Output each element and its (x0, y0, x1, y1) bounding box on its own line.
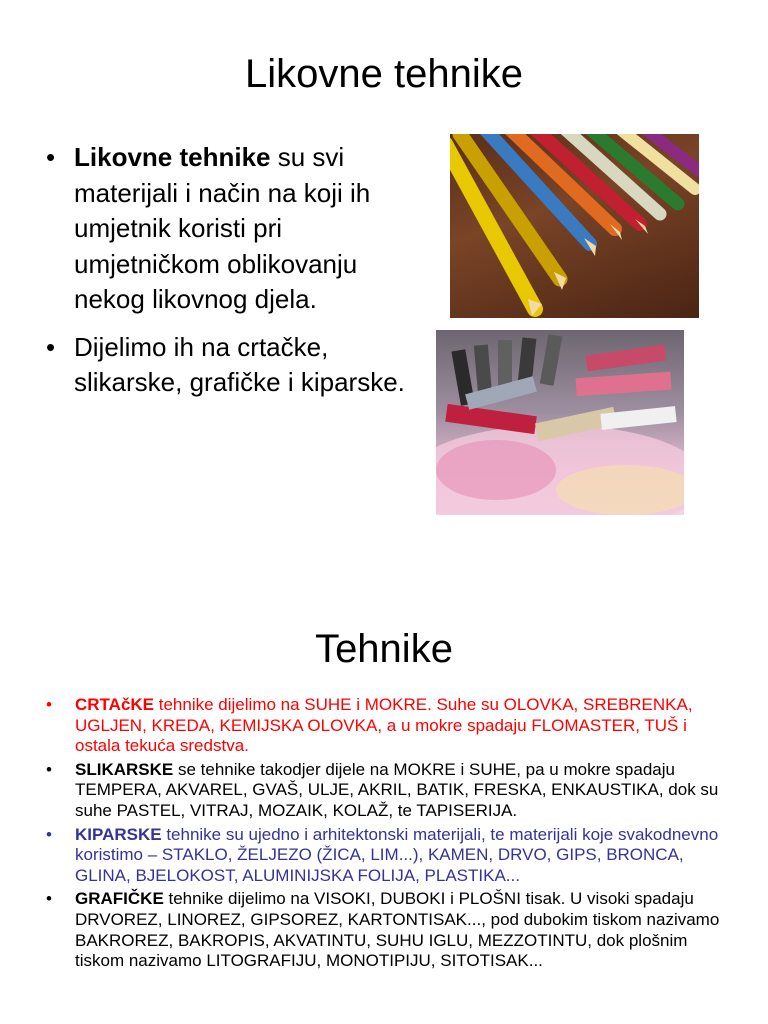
bullet-crtacke (44, 695, 734, 757)
bullet-slikarske-text: se tehnike takodjer dijele na MOKRE i SUHE, pa u mokre spadaju TEMPERA, AKVAREL, GVAŠ, ULJE, AKRIL, BATIK, FRESKA, ENKAUSTIKA, dok su suhe PASTEL, VITRAJ, MOZAIK, KOLAŽ, te TAPISERIJA. (75, 759, 719, 820)
bullet-kiparske (44, 825, 734, 887)
bullet-slikarske (44, 760, 734, 822)
slide-2-title: Tehnike (315, 627, 453, 671)
bullet-division (40, 330, 420, 401)
bullet-dot-icon: • (46, 759, 52, 779)
pastels-illustration (436, 330, 684, 515)
bullet-graficke (44, 889, 734, 971)
pastels-photo (436, 330, 684, 515)
bullet-crtacke-bold: CRTAčKE (75, 695, 155, 714)
bullet-definition (40, 140, 420, 318)
slide-1-title: Likovne tehnike (245, 52, 523, 96)
slide-1-bullet-list (40, 140, 420, 413)
bullet-dot-icon: • (46, 331, 56, 362)
colored-pencils-illustration (450, 134, 699, 318)
bullet-kiparske-bold: KIPARSKE (75, 824, 162, 844)
bullet-dot-icon: • (46, 142, 56, 172)
bullet-dot-icon: • (46, 695, 52, 714)
bullet-crtacke-text: tehnike dijelimo na SUHE i MOKRE. Suhe su OLOVKA, SREBRENKA, UGLJEN, KREDA, KEMIJSKA OLOVKA, a u mokre spadaju FLOMASTER, TUŠ i ostala tekuća sredstva. (75, 695, 693, 756)
bullet-dot-icon: • (46, 824, 52, 844)
bullet-definition-bold: Likovne tehnike (74, 142, 271, 172)
bullet-slikarske-bold: SLIKARSKE (75, 759, 174, 779)
bullet-definition-text: su svi materijali i način na koji ih umjetnik koristi pri umjetničkom oblikovanju nekog likovnog djela. (74, 142, 371, 314)
bullet-graficke-bold: GRAFIČKE (75, 889, 164, 909)
slide-2 (0, 512, 768, 1024)
bullet-graficke-text: tehnike dijelimo na VISOKI, DUBOKI i PLOŠNI tisak. U visoki spadaju DRVOREZ, LINOREZ, GIPSOREZ, KARTONTISAK..., pod dubokim tiskom nazivamo BAKROREZ, BAKROPIS, AKVATINTU, SUHU IGLU, MEZZOTINTU, dok plošnim tiskom nazivamo LITOGRAFIJU, MONOTIPIJU, SITOTISAK... (75, 889, 720, 971)
colored-pencils-photo (450, 134, 699, 318)
bullet-division-text: Dijelimo ih na crtačke, slikarske, grafičke i kiparske. (74, 331, 405, 397)
bullet-dot-icon: • (46, 889, 52, 909)
bullet-kiparske-text: tehnike su ujedno i arhitektonski materijali, te materijali koje svakodnevno koristimo – STAKLO, ŽELJEZO (ŽICA, LIM...), KAMEN, DRVO, GIPS, BRONCA, GLINA, BJELOKOST, ALUMINIJSKA FOLIJA, PLASTIKA... (75, 824, 719, 885)
slide-2-bullet-list (44, 695, 734, 975)
